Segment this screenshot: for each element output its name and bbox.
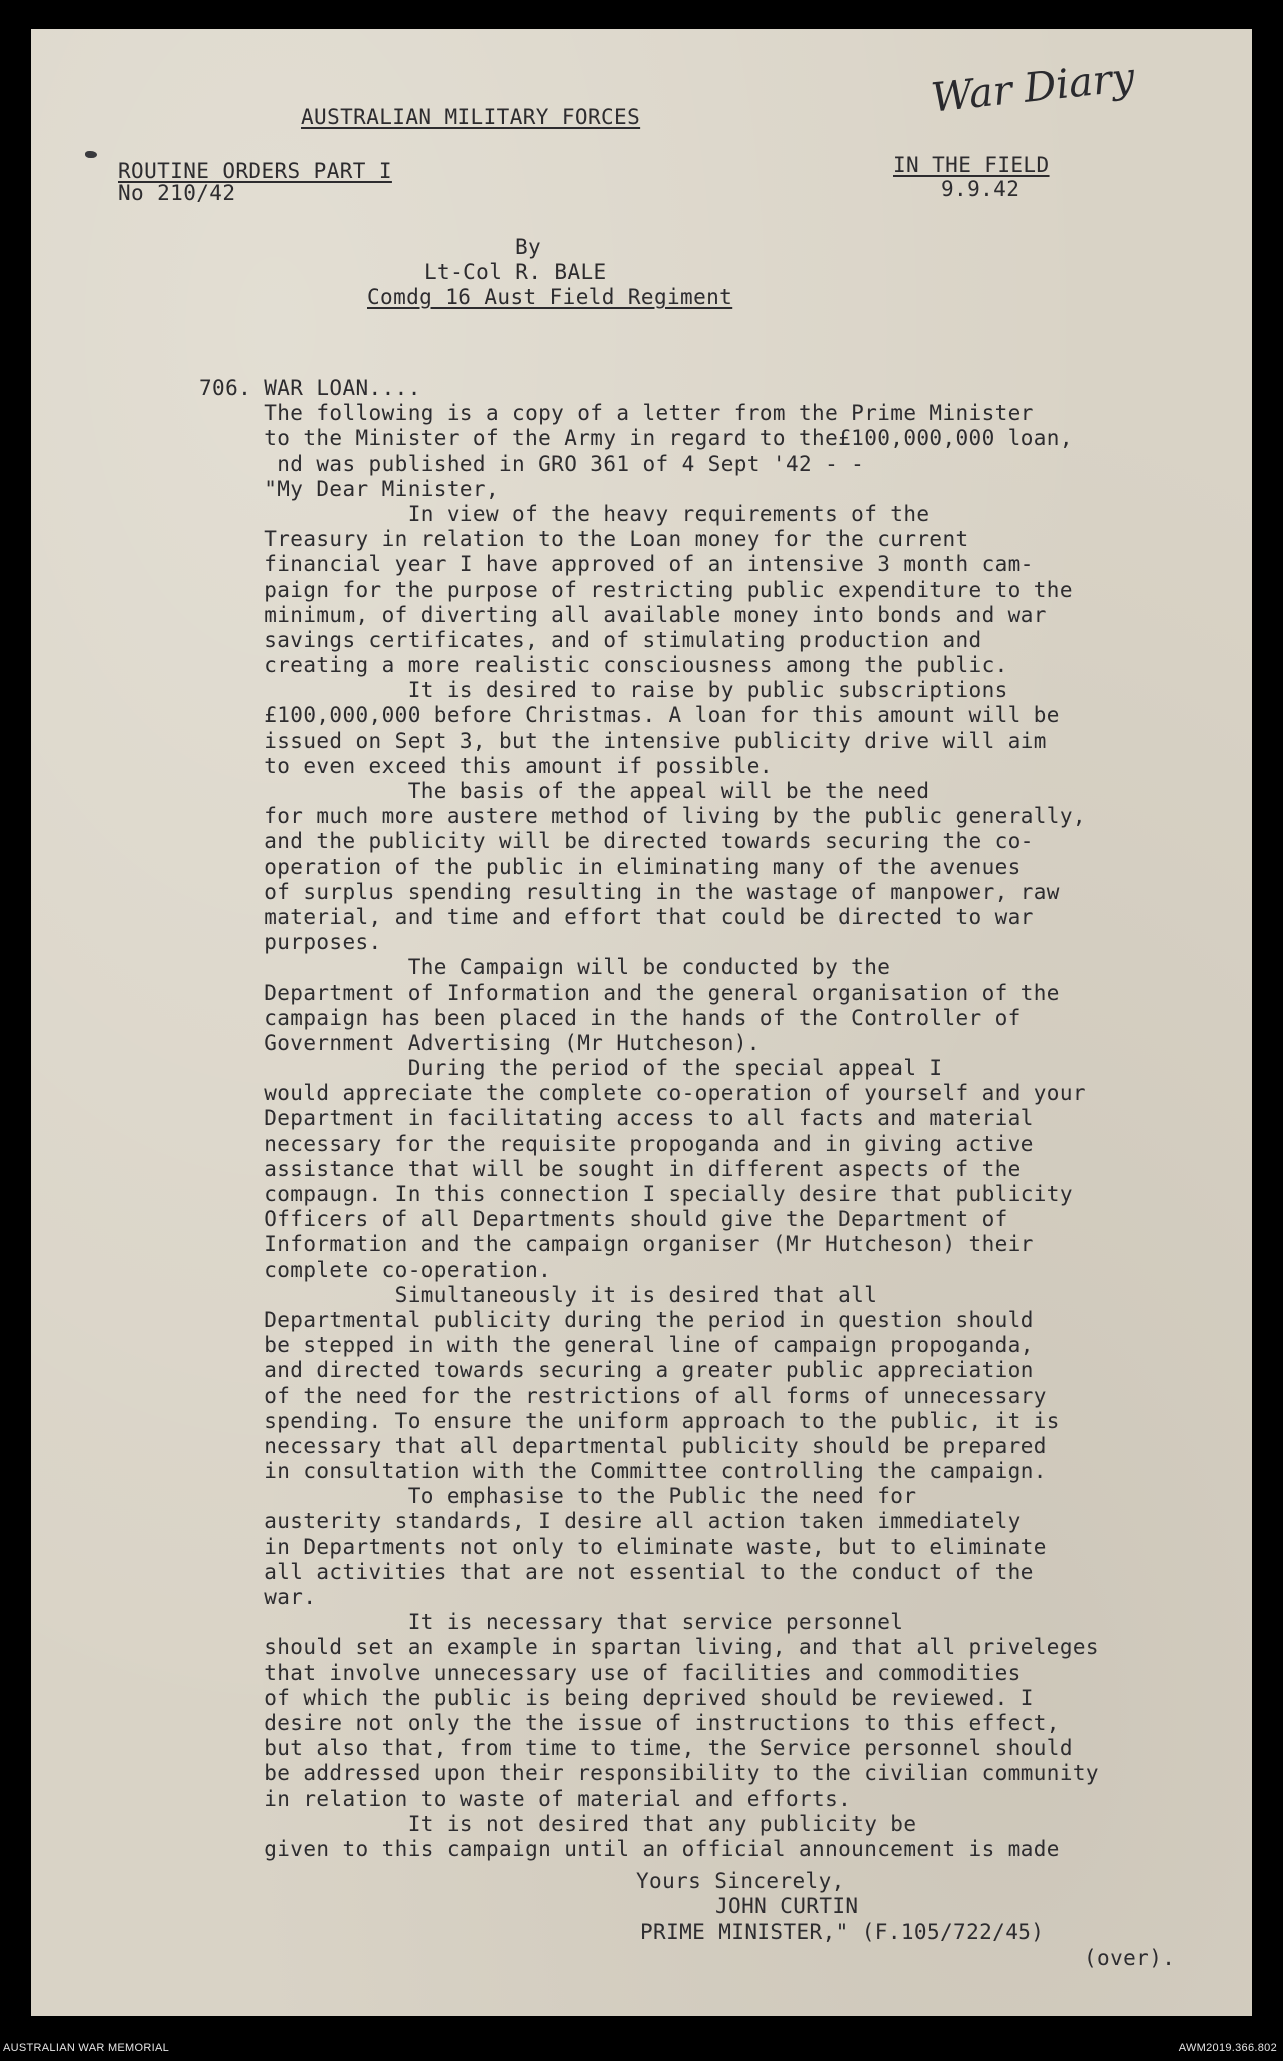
body-line: of surplus spending resulting in the wastage of manpower, raw [199, 879, 1060, 904]
body-line: Government Advertising (Mr Hutcheson). [199, 1030, 760, 1055]
body-line: of which the public is being deprived should be reviewed. I [199, 1685, 1034, 1710]
body-line: The following is a copy of a letter from the Prime Minister [199, 401, 1034, 426]
body-line: issued on Sept 3, but the intensive publicity drive will aim [199, 728, 1047, 753]
body-line: Department of Information and the general organisation of the [199, 980, 1060, 1005]
body-line: financial year I have approved of an intensive 3 month cam- [199, 552, 1034, 577]
body-line: assistance that will be sought in different aspects of the [199, 1156, 1021, 1181]
body-line: complete co-operation. [199, 1257, 552, 1282]
body-line: operation of the public in eliminating many of the avenues [199, 854, 1021, 879]
body-line: The Campaign will be conducted by the [199, 955, 891, 980]
body-line: of the need for the restrictions of all forms of unnecessary [199, 1383, 1047, 1408]
body-line: spending. To ensure the uniform approach to the public, it is [199, 1408, 1060, 1433]
body-line: necessary for the requisite propoganda and in giving active [199, 1131, 1034, 1156]
body-line: necessary that all departmental publicity should be prepared [199, 1433, 1047, 1458]
body-line: given to this campaign until an official announcement is made [199, 1836, 1060, 1861]
body-line: compaugn. In this connection I specially desire that publicity [199, 1182, 1073, 1206]
body-line: Simultaneously it is desired that all [199, 1282, 878, 1307]
archive-credit: AUSTRALIAN WAR MEMORIAL [3, 2042, 170, 2054]
body-line: paign for the purpose of restricting public expenditure to the [199, 577, 1073, 602]
signatory-title: PRIME MINISTER," (F.105/722/45) [640, 1920, 1045, 1944]
orders-number: No 210/42 [118, 181, 236, 205]
officer-name: Lt-Col R. BALE [424, 260, 607, 284]
body-line: and directed towards securing a greater public appreciation [199, 1358, 1034, 1383]
body-line: creating a more realistic consciousness among the public. [199, 653, 1008, 678]
location-label: IN THE FIELD [893, 153, 1050, 177]
over-note: (over). [1084, 1946, 1176, 1970]
signatory-name: JOHN CURTIN [715, 1894, 859, 1918]
body-line: "My Dear Minister, [199, 476, 499, 501]
body-line: austerity standards, I desire all action taken immediately [199, 1509, 1021, 1534]
body-line: that involve unnecessary use of facilities and commodities [199, 1660, 1021, 1685]
body-line: be addressed upon their responsibility to the civilian community [199, 1761, 1099, 1786]
body-line: to even exceed this amount if possible. [199, 753, 773, 778]
ink-mark [85, 151, 97, 158]
body-line: should set an example in spartan living, and that all priveleges [199, 1635, 1099, 1660]
body-line: Departmental publicity during the period in question should [199, 1307, 1034, 1332]
closing-salutation: Yours Sincerely, [636, 1869, 845, 1893]
body-line: but also that, from time to time, the Service personnel should [199, 1736, 1073, 1761]
typed-document-page [31, 29, 1252, 2016]
order-body [199, 376, 1209, 1862]
body-line: To emphasise to the Public the need for [199, 1484, 917, 1509]
body-line: minimum, of diverting all available money into bonds and war [199, 602, 1047, 627]
body-line: Officers of all Departments should give the Department of [199, 1207, 1008, 1232]
order-date: 9.9.42 [941, 177, 1020, 201]
body-line: It is desired to raise by public subscriptions [199, 678, 1008, 703]
body-line: for much more austere method of living by the public generally, [199, 804, 1086, 829]
body-line: material, and time and effort that could be directed to war [199, 904, 1034, 929]
body-line: in Departments not only to eliminate waste, but to eliminate [199, 1534, 1047, 1559]
body-line: in relation to waste of material and efforts. [199, 1786, 852, 1811]
body-line: During the period of the special appeal I [199, 1056, 943, 1081]
body-line: It is not desired that any publicity be [199, 1811, 917, 1836]
body-line: all activities that are not essential to the conduct of the [199, 1559, 1034, 1584]
body-line: 706. WAR LOAN.... [199, 376, 421, 400]
body-line: £100,000,000 before Christmas. A loan for this amount will be [199, 703, 1060, 728]
body-line: Department in facilitating access to all facts and material [199, 1106, 1034, 1131]
org-heading: AUSTRALIAN MILITARY FORCES [301, 105, 641, 129]
body-line: The basis of the appeal will be the need [199, 779, 930, 803]
body-line: desire not only the the issue of instructions to this effect, [199, 1710, 1060, 1735]
body-line: purposes. [199, 930, 382, 955]
by-label: By [515, 235, 542, 259]
body-line: nd was published in GRO 361 of 4 Sept '42 - - [199, 451, 865, 476]
body-line: It is necessary that service personnel [199, 1610, 904, 1635]
handwritten-annotation: War Diary [929, 54, 1137, 122]
orders-title: ROUTINE ORDERS PART I [118, 159, 392, 183]
command-line: Comdg 16 Aust Field Regiment [367, 285, 733, 309]
body-line: war. [199, 1585, 317, 1609]
archive-reference: AWM2019.366.802 [1178, 2042, 1277, 2054]
body-line: be stepped in with the general line of campaign propoganda, [199, 1333, 1034, 1358]
body-line: Information and the campaign organiser (Mr Hutcheson) their [199, 1232, 1034, 1257]
body-line: and the publicity will be directed towards securing the co- [199, 829, 1034, 854]
body-line: to the Minister of the Army in regard to the£100,000,000 loan, [199, 426, 1073, 451]
body-line: campaign has been placed in the hands of the Controller of [199, 1005, 1021, 1030]
body-line: in consultation with the Committee controlling the campaign. [199, 1459, 1047, 1484]
body-line: Treasury in relation to the Loan money for the current [199, 527, 969, 552]
body-line: would appreciate the complete co-operation of yourself and your [199, 1081, 1086, 1106]
body-line: savings certificates, and of stimulating production and [199, 627, 982, 652]
body-line: In view of the heavy requirements of the [199, 501, 930, 526]
